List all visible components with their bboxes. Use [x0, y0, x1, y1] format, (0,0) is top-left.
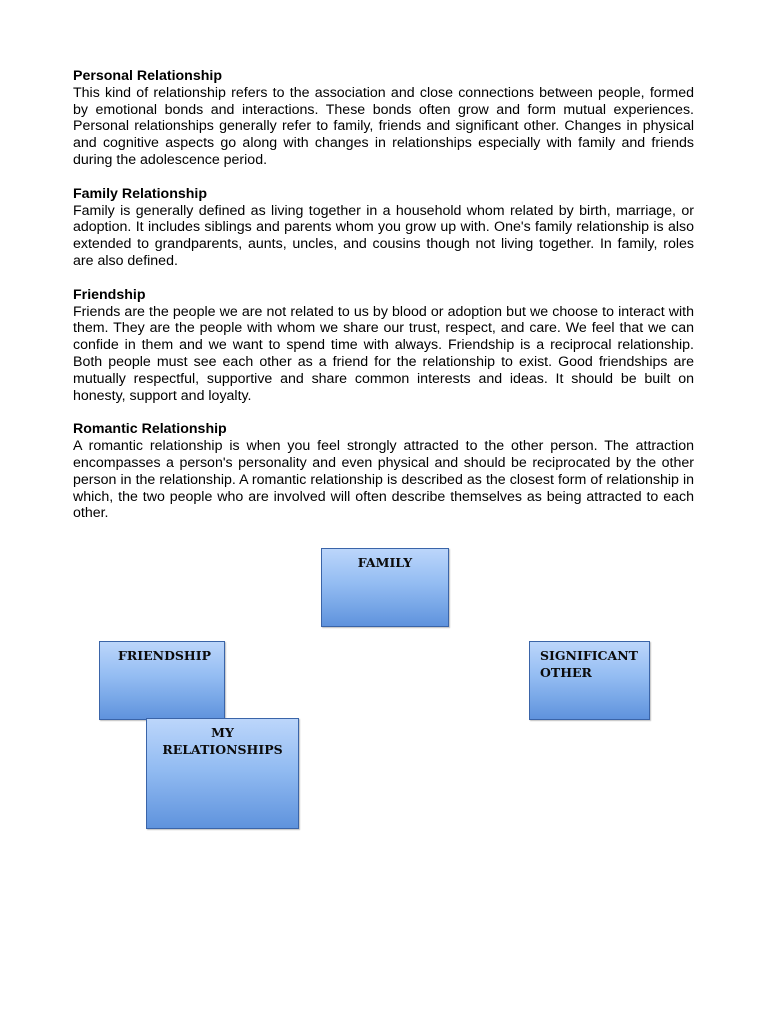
section-paragraph: A romantic relationship is when you feel strongly attracted to the other person. The attraction encompasses a person's personality and even physical and should be reciprocated by the other person in the relationship. A romantic relationship is described as the closest form of relationship in which, the two people who are involved will often describe themselves as being attracted to each other. [73, 438, 694, 522]
section-friendship [73, 287, 694, 405]
diagram-box-significant-other [529, 641, 650, 720]
diagram-box-label-line: OTHER [540, 665, 592, 680]
section-family-relationship [73, 186, 694, 270]
section-heading: Family Relationship [73, 185, 208, 202]
diagram-box-label-line: RELATIONSHIPS [162, 742, 283, 757]
diagram-box-label: FAMILY [357, 555, 413, 570]
section-paragraph: Family is generally defined as living together in a household whom related by birth, marriage, or adoption. It includes siblings and parents whom you grow up with. One's family relationship is also extended to grandparents, aunts, uncles, and cousins though not living together. In family, roles are also defined. [73, 202, 694, 269]
diagram-box-label: FRIENDSHIP [118, 648, 211, 663]
diagram-box-label-line: MY [211, 725, 234, 740]
section-paragraph: This kind of relationship refers to the association and close connections between people, formed by emotional bonds and interactions. These bonds often grow and form mutual experiences. Personal relationships generally refer to family, friends and significant other. Changes in physical and cognitive aspects go along with changes in relationships especially with family and friends during the adolescence period. [73, 84, 694, 168]
diagram-box-family [321, 548, 449, 627]
section-romantic-relationship [73, 421, 694, 522]
diagram-box-label-line: SIGNIFICANT [540, 648, 638, 663]
section-heading: Romantic Relationship [73, 421, 227, 438]
diagram-box-label [147, 719, 298, 758]
section-personal-relationship [73, 68, 694, 169]
diagram-box-friendship [99, 641, 225, 720]
section-heading: Personal Relationship [73, 68, 223, 84]
document-body [73, 68, 694, 539]
diagram-box-my-relationships [146, 718, 299, 829]
section-heading: Friendship [73, 286, 146, 303]
section-paragraph: Friends are the people we are not related to us by blood or adoption but we choose to interact with them. They are the people with whom we share our trust, respect, and care. We feel that we can confide in them and we want to spend time with always. Friendship is a reciprocal relationship. Both people must see each other as a friend for the relationship to exist. Good friendships are mutually respectful, supportive and share common interests and ideas. It should be built on honesty, support and loyalty. [73, 303, 694, 404]
diagram-box-label [530, 642, 649, 681]
